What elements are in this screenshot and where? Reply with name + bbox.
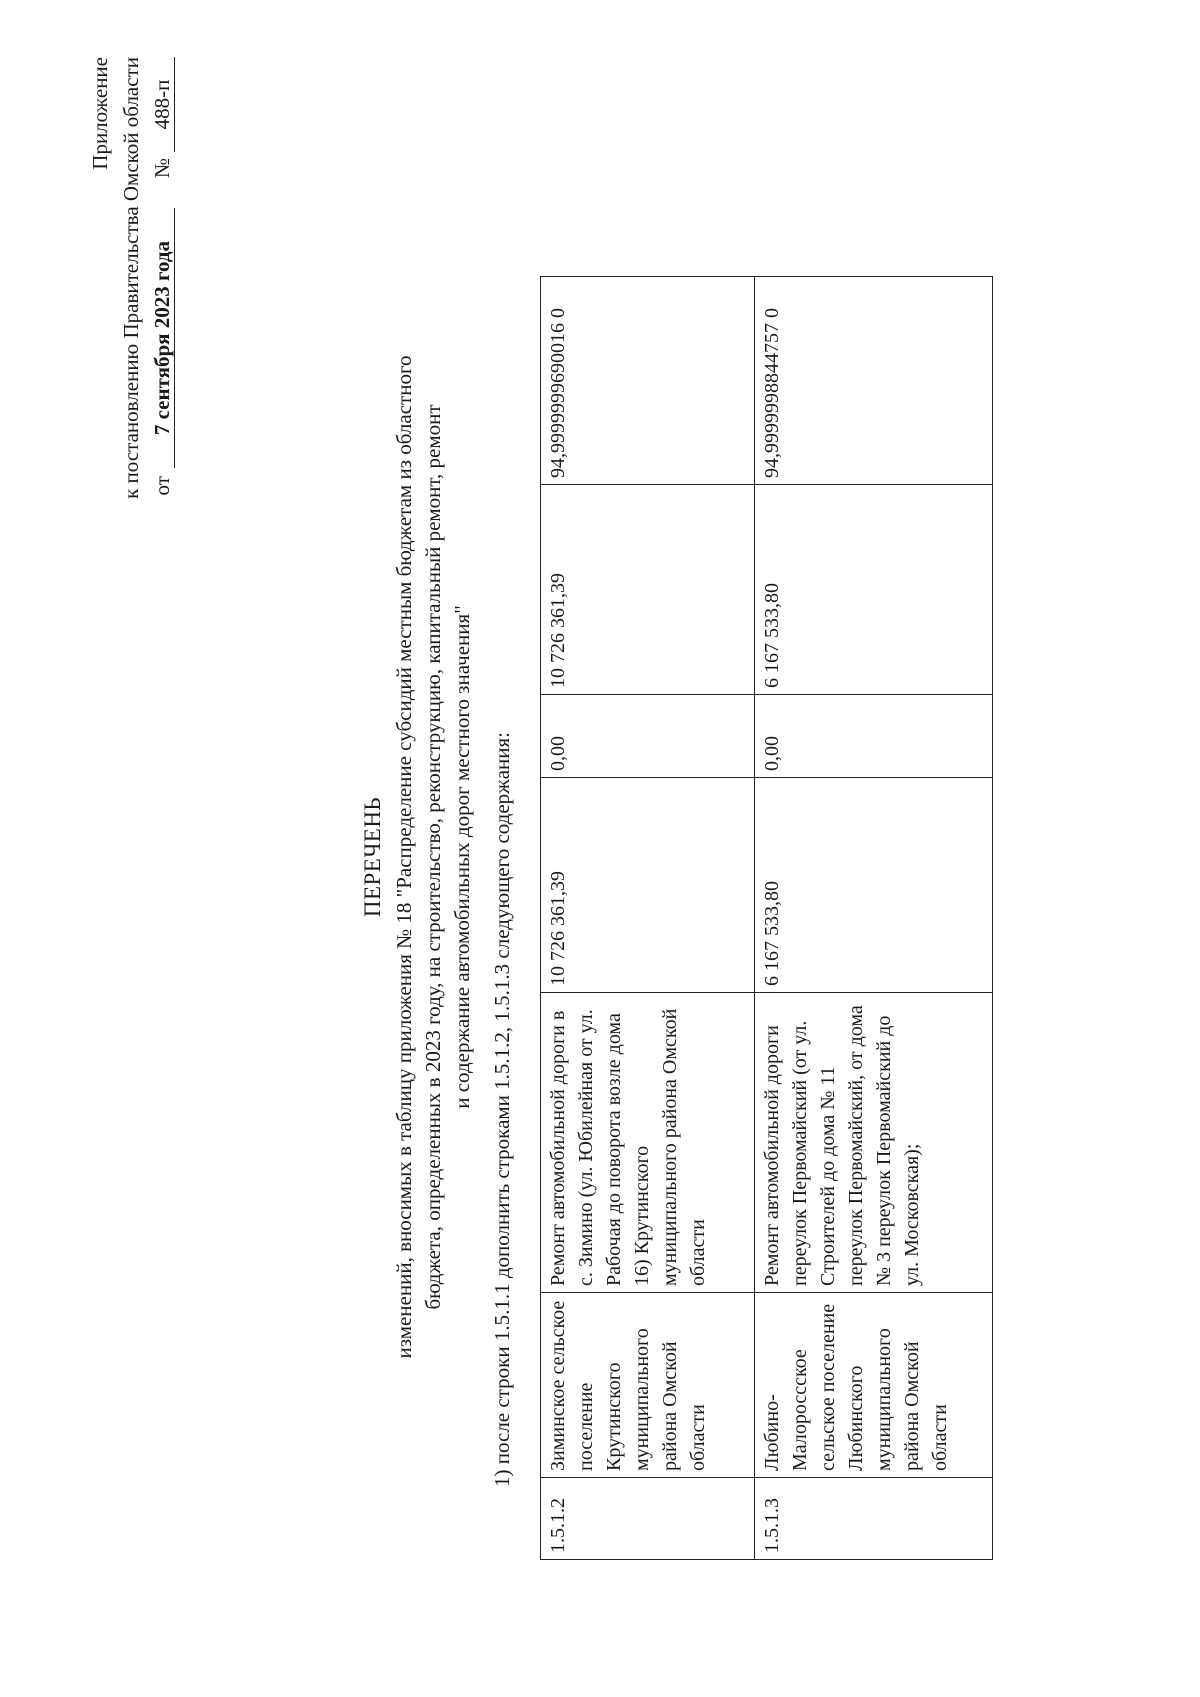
- total-cell: 6 167 533,80: [755, 778, 993, 993]
- document-title: ПЕРЕЧЕНЬ: [360, 796, 385, 918]
- zero-cell: 0,00: [755, 695, 993, 778]
- total-cell: 10 726 361,39: [541, 778, 755, 993]
- object-cell: Ремонт автомобильной дороги переулок Первомайский (от ул. Строителей до дома № 11 переулок Первомайский, от дома № 3 переулок Первомайский до ул. Московская);: [755, 993, 993, 1293]
- appendix-line: к постановлению Правительства Омской области: [119, 57, 143, 499]
- municipality-cell: Зиминское сельское поселение Крутинского муниципального района Омской области: [541, 1293, 755, 1478]
- subtitle-line: бюджета, определенных в 2023 году, на строительство, реконструкцию, капитальный ремонт, ремонт: [421, 404, 445, 1310]
- amount-cell: 6 167 533,80: [755, 485, 993, 695]
- decree-number: 488-п: [150, 57, 175, 152]
- row-code: 1.5.1.2: [541, 1478, 755, 1560]
- number-label: №: [150, 158, 174, 179]
- decree-date: 7 сентября 2023 года: [150, 208, 175, 468]
- intro-text: 1) после строки 1.5.1.1 дополнить строками 1.5.1.2, 1.5.1.3 следующего содержания:: [490, 732, 514, 1487]
- amount-cell: 10 726 361,39: [541, 485, 755, 695]
- changes-table: [540, 276, 993, 1560]
- appendix-date-row: [147, 57, 178, 657]
- zero-cell: 0,00: [541, 695, 755, 778]
- share-cell: 94,9999999690016 0: [541, 277, 755, 485]
- municipality-cell: Любино-Малороссское сельское поселение Любинского муниципального района Омской области: [755, 1293, 993, 1478]
- document-subtitle: [390, 127, 477, 1587]
- subtitle-line: изменений, вносимых в таблицу приложения № 18 "Распределение субсидий местным бюджетам из областного: [392, 355, 416, 1359]
- row-code: 1.5.1.3: [755, 1478, 993, 1560]
- appendix-header: [85, 57, 178, 657]
- table-row: [755, 277, 993, 1560]
- from-label: от: [150, 476, 174, 496]
- appendix-title: Приложение: [88, 57, 112, 170]
- table-row: [541, 277, 755, 1560]
- object-cell: Ремонт автомобильной дороги в с. Зимино (ул. Юбилейная от ул. Рабочая до поворота возле дома 16) Крутинского муниципального района Омской области: [541, 993, 755, 1293]
- share-cell: 94,9999998844757 0: [755, 277, 993, 485]
- subtitle-line: и содержание автомобильных дорог местного значения": [450, 605, 474, 1109]
